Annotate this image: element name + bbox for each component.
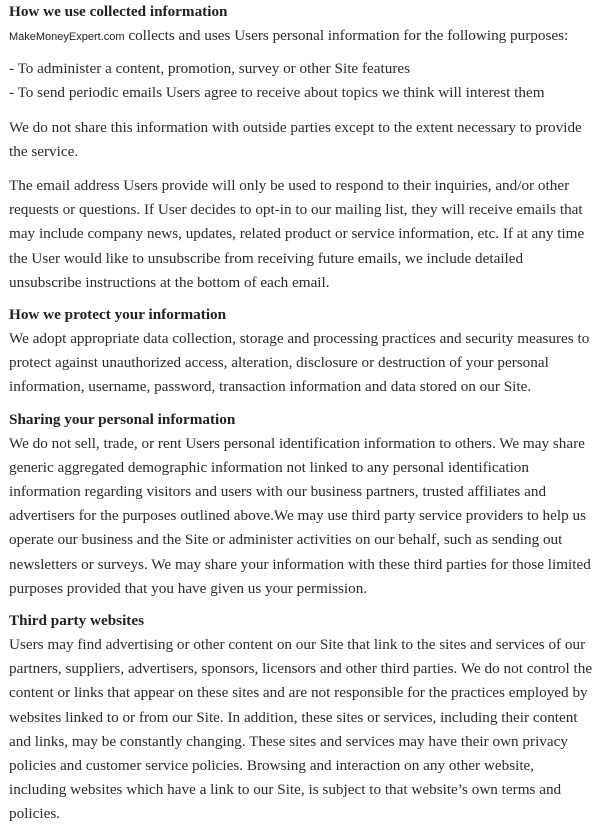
collected-intro xyxy=(9,24,594,49)
sharing-paragraph: We do not sell, trade, or rent Users personal identification information to others. We may share generic aggregated demographic information not linked to any personal identification information regarding visitors and users with our business partners, trusted affiliates and advertisers for the purposes outlined above.We may use third party service providers to help us operate our business and the Site or administer activities on our behalf, such as sending out newsletters or surveys. We may share your information with these third parties for those limited purposes provided that you have given us your permission. xyxy=(9,434,591,597)
third-party-paragraph: Users may find advertising or other content on our Site that link to the sites and services of our partners, suppliers, advertisers, sponsors, licensors and other third parties. We do not control the content or links that appear on these sites and are not responsible for the practices employed by websites linked to or from our Site. In addition, these sites or services, including their content and links, may be constantly changing. These sites and services may have their own privacy policies and customer service policies. Browsing and interaction on any other website, including websites which have a link to our Site, is subject to that website’s own terms and policies. xyxy=(9,636,593,823)
collected-intro-text: collects and uses Users personal information for the following purposes: xyxy=(124,27,569,44)
section-heading-protect-information: How we protect your information xyxy=(9,306,227,324)
section-heading-sharing-information: Sharing your personal information xyxy=(9,410,236,428)
list-item: - To administer a content, promotion, survey or other Site features xyxy=(9,60,411,78)
collected-paragraph-sharing: We do not share this information with outside parties except to the extent necessary to provide the service. xyxy=(9,118,582,160)
site-name: MakeMoneyExpert.com xyxy=(9,31,125,43)
protect-paragraph: We adopt appropriate data collection, storage and processing practices and security measures to protect against unauthorized access, alteration, disclosure or destruction of your personal information, username, password, transaction information and data stored on our Site. xyxy=(9,330,590,396)
section-heading-collected-information: How we use collected information xyxy=(9,3,228,20)
list-item: - To send periodic emails Users agree to receive about topics we think will interest them xyxy=(9,84,545,102)
section-heading-third-party-websites: Third party websites xyxy=(9,612,145,630)
collected-paragraph-email: The email address Users provide will only be used to respond to their inquiries, and/or other requests or questions. If User decides to opt-in to our mailing list, they will receive emails that may include company news, updates, related product or service information, etc. If at any time the User would like to unsubscribe from receiving future emails, we include detailed unsubscribe instructions at the bottom of each email. xyxy=(9,177,585,291)
